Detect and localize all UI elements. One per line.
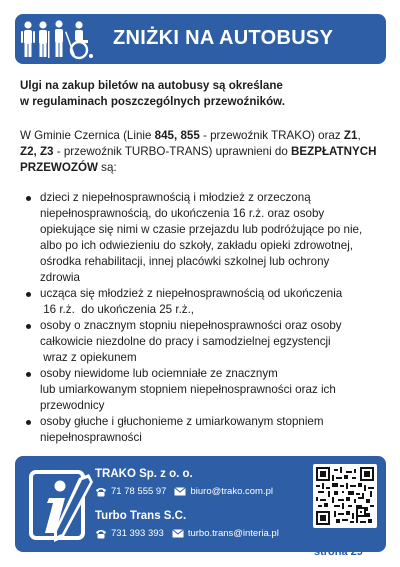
list-item-line: osoby o znacznym stopniu niepełnosprawności oraz osoby [40,319,342,332]
list-item-line: całkowicie niezdolne do pracy i samodzielnej egzystencji [40,335,331,348]
email-link[interactable]: turbo.trans@interia.pl [187,528,279,539]
people-with-disabilities-icon [21,18,95,60]
org-name: TRAKO Sp. z o. o. [95,468,193,480]
phone-number[interactable]: 71 78 555 97 [111,486,167,497]
line-z1-bold: Z1 [343,129,358,142]
eligibility-paragraph [20,128,382,176]
free-rides-bold: PRZEWOZÓW [20,161,98,174]
eligible-groups-list [20,190,382,446]
main-content [20,78,382,446]
qr-code-icon[interactable] [313,464,377,528]
intro-line: w regulaminach poszczególnych przewoźników. [20,95,285,108]
paragraph-text: są: [97,161,117,174]
list-item [20,318,382,366]
list-item-line: lub umiarkowanym stopniem niepełnosprawności oraz ich [40,383,336,396]
contact-row [95,528,279,539]
paragraph-line [20,128,382,144]
list-item-line: dzieci z niepełnosprawnością i młodzież z orzeczoną [40,191,311,204]
list-item-line: niepełnosprawności [40,431,142,444]
paragraph-text: - przewoźnik TURBO-TRANS) uprawnieni do [53,145,292,158]
list-item [20,366,382,414]
free-rides-bold: BEZPŁATNYCH [291,145,377,158]
list-item-line: wraz z opiekunem [40,351,137,364]
email-icon [174,487,186,496]
list-item-line: niepełnosprawnością, do ukończenia 16 r.ż. oraz osoby [40,207,325,220]
phone-icon [95,487,107,497]
list-item [20,286,382,318]
list-item-line: 16 r.ż. do ukończenia 25 r.ż., [40,303,195,316]
list-item-line: zdrowia [40,271,80,284]
org-name: Turbo Trans S.C. [95,510,187,522]
list-item-line: przewodnicy [40,399,105,412]
contact-footer [15,456,386,552]
list-item [20,414,382,446]
information-icon [27,466,97,542]
lines-z2-z3-bold: Z2, Z3 [20,145,54,158]
list-item-line: ucząca się młodzież z niepełnosprawnością od ukończenia [40,287,343,300]
list-item-line: ośrodka rehabilitacji, innej placówki szkolnej lub ochrony [40,255,330,268]
email-link[interactable]: biuro@trako.com.pl [190,486,273,497]
paragraph-text: , [357,129,361,142]
intro-text [20,78,382,110]
paragraph-text: - przewoźnik TRAKO) oraz [199,129,344,142]
intro-line: Ulgi na zakup biletów na autobusy są określane [20,79,283,92]
list-item-line: albo po ich odwiezieniu do szkoły, zakładu opieki zdrowotnej, [40,239,353,252]
list-item-line: opiekujące się nimi w czasie przejazdu lub podróżujące po nie, [40,223,363,236]
list-item [20,190,382,286]
list-item-line: osoby głuche i głuchonieme z umiarkowanym stopniem [40,415,324,428]
page-number: strona 29 [314,546,363,558]
phone-icon [95,529,107,539]
email-icon [172,529,184,538]
contact-row [95,486,273,497]
bus-lines-bold: 845, 855 [154,129,200,142]
paragraph-line [20,144,382,160]
list-item-line: osoby niewidome lub ociemniałe ze znacznym [40,367,278,380]
phone-number[interactable]: 731 393 393 [111,528,164,539]
header-banner [15,14,386,64]
page-title: ZNIŻKI NA AUTOBUSY [113,27,334,49]
paragraph-line [20,160,382,176]
paragraph-text: W Gminie Czernica (Linie [20,129,155,142]
